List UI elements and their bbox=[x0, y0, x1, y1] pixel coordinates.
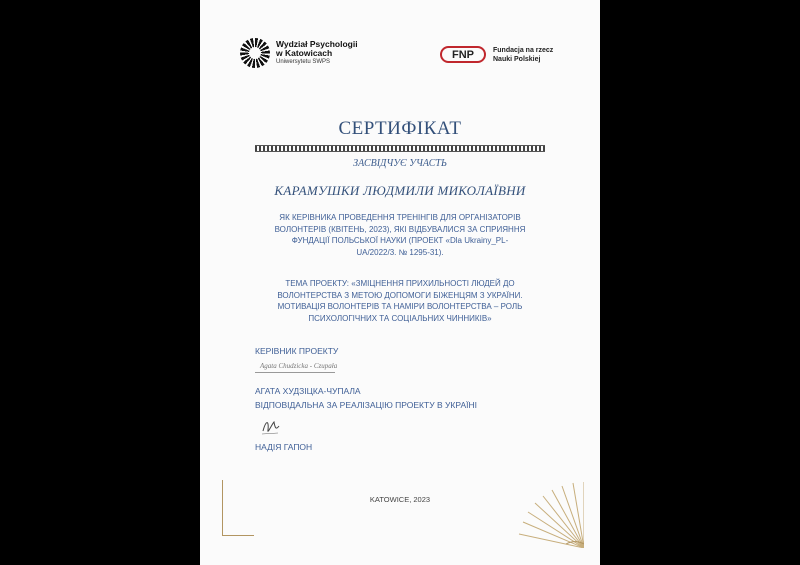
description-line: ЯК КЕРІВНИКА ПРОВЕДЕННЯ ТРЕНІНГІВ ДЛЯ ОРГАНІЗАТОРІВ bbox=[279, 213, 521, 222]
description-line: UA/2022/3. № 1295-31). bbox=[356, 247, 444, 257]
sunburst-decoration-icon bbox=[518, 482, 584, 548]
fnp-logo bbox=[440, 44, 570, 70]
fnp-logo-line1: Fundacja na rzecz bbox=[493, 47, 554, 54]
swps-logo-line1: Wydział Psychologii bbox=[276, 39, 358, 49]
swps-logo bbox=[240, 38, 370, 72]
swps-logo-line2: w Katowicach bbox=[276, 48, 333, 58]
fnp-logo-line2: Nauki Polskiej bbox=[493, 56, 541, 63]
corner-decoration-line bbox=[222, 535, 254, 536]
city-year: KATOWICE, 2023 bbox=[369, 495, 431, 504]
certificate-page bbox=[200, 0, 600, 565]
swps-logo-line3: Uniwersytetu SWPS bbox=[276, 59, 331, 65]
manager-signature: Agata Chudzicka - Czupała bbox=[260, 362, 338, 370]
description-line: ВОЛОНТЕРІВ (КВІТЕНЬ, 2023), ЯКІ ВІДБУВАЛИСЯ ЗА СПРИЯННЯ bbox=[274, 224, 526, 234]
topic-line: ВОЛОНТЕРСТВА З МЕТОЮ ДОПОМОГИ БІЖЕНЦЯМ З УКРАЇНИ. bbox=[277, 290, 523, 300]
responsible-name: НАДІЯ ГАПОН bbox=[255, 442, 313, 452]
certificate-description bbox=[260, 212, 540, 258]
project-topic bbox=[260, 278, 540, 324]
handwritten-signature-icon bbox=[260, 416, 282, 438]
fnp-mark: FNP bbox=[440, 46, 486, 63]
description-line: ФУНДАЦІЇ ПОЛЬСЬКОЇ НАУКИ (ПРОЕКТ «Dla Ukrainy_PL- bbox=[291, 236, 509, 245]
signature-line bbox=[255, 372, 335, 373]
recipient-name: КАРАМУШКИ ЛЮДМИЛИ МИКОЛАЇВНИ bbox=[274, 183, 526, 198]
responsible-label: ВІДПОВІДАЛЬНА ЗА РЕАЛІЗАЦІЮ ПРОЕКТУ В УКРАЇНІ bbox=[255, 400, 477, 410]
ornament-divider bbox=[255, 145, 545, 152]
topic-line: МОТИВАЦІЯ ВОЛОНТЕРІВ ТА НАМІРИ ВОЛОНТЕРСТВА – РОЛЬ bbox=[277, 302, 523, 311]
corner-decoration-line bbox=[222, 480, 223, 535]
manager-name: АГАТА ХУДЗІЦКА-ЧУПАЛА bbox=[255, 386, 361, 396]
certificate-title: СЕРТИФІКАТ bbox=[338, 118, 462, 139]
swps-ring-icon bbox=[240, 38, 270, 68]
topic-line: ПСИХОЛОГІЧНИХ ТА СОЦІАЛЬНИХ ЧИННИКІВ» bbox=[308, 313, 492, 323]
certificate-subtitle: ЗАСВІДЧУЄ УЧАСТЬ bbox=[353, 158, 447, 169]
topic-line: ТЕМА ПРОЕКТУ: «ЗМІЦНЕННЯ ПРИХИЛЬНОСТІ ЛЮДЕЙ ДО bbox=[285, 279, 515, 288]
manager-label: КЕРІВНИК ПРОЕКТУ bbox=[255, 346, 339, 356]
